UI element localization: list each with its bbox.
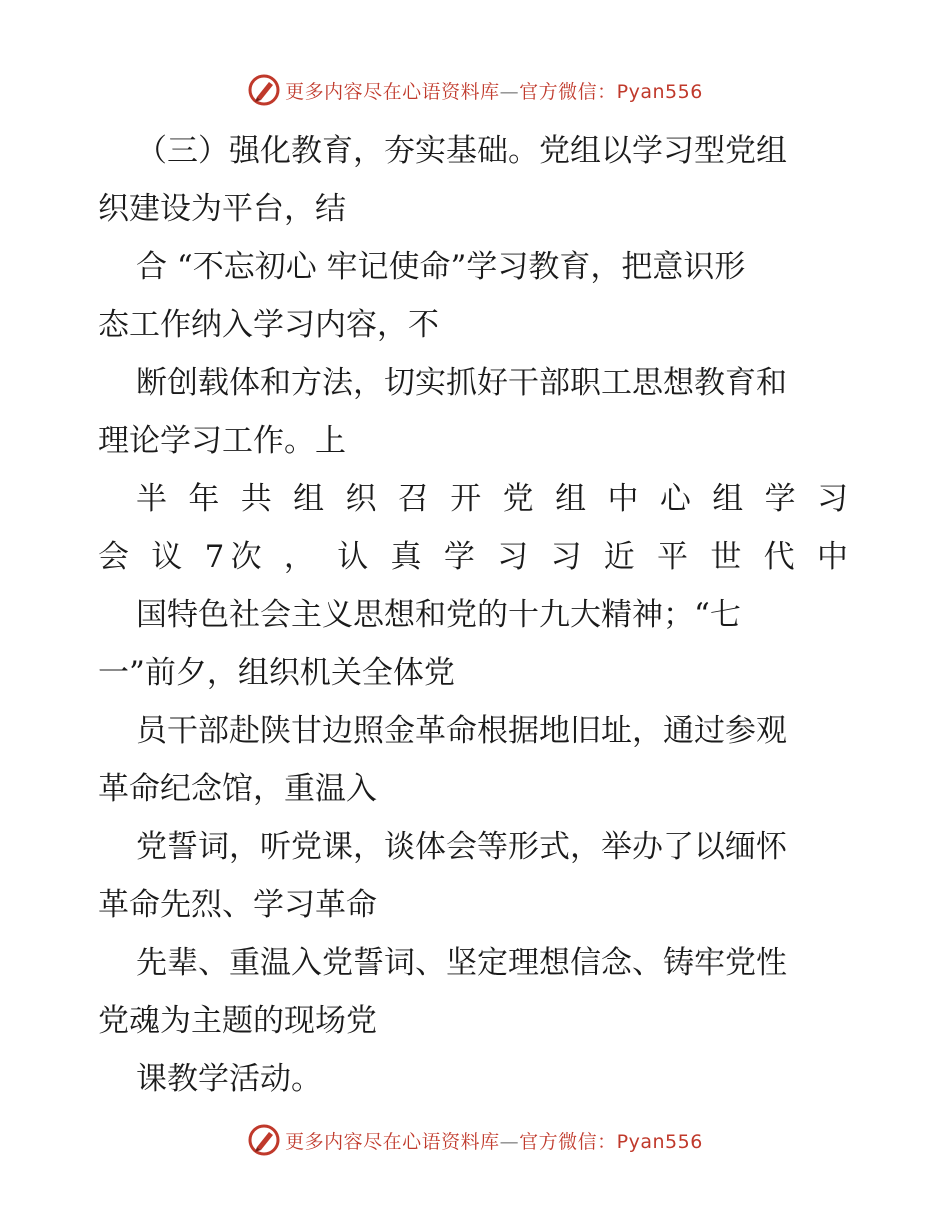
header-banner bbox=[0, 70, 950, 110]
banner-dash: — bbox=[499, 80, 520, 103]
pen-logo-icon bbox=[247, 1123, 281, 1157]
banner-contact: 官方微信：Pyan556 bbox=[519, 80, 703, 103]
text-line: 一”前夕，组织机关全体党 bbox=[98, 655, 455, 691]
banner-brand: 更多内容尽在心语资料库 bbox=[285, 1130, 500, 1153]
text-line: 合 “不忘初心 牢记使命”学习教育，把意识形 bbox=[136, 249, 746, 285]
text-line: （三）强化教育，夯实基础。党组以学习型党组 bbox=[136, 133, 787, 169]
text-line: 员干部赴陕甘边照金革命根据地旧址，通过参观 bbox=[136, 713, 787, 749]
banner-contact: 官方微信：Pyan556 bbox=[519, 1130, 703, 1153]
banner-dash: — bbox=[499, 1130, 520, 1153]
text-line: 革命纪念馆，重温入 bbox=[98, 771, 377, 807]
text-line: 课教学活动。 bbox=[136, 1061, 322, 1097]
text-line: 党誓词，听党课，谈体会等形式，举办了以缅怀 bbox=[136, 829, 787, 865]
text-line: 态工作纳入学习内容，不 bbox=[98, 307, 439, 343]
footer-banner bbox=[0, 1120, 950, 1160]
text-line: 织建设为平台，结 bbox=[98, 191, 346, 227]
text-line: 先辈、重温入党誓词、坚定理想信念、铸牢党性 bbox=[136, 945, 787, 981]
text-line: 党魂为主题的现场党 bbox=[98, 1003, 377, 1039]
pen-logo-icon bbox=[247, 73, 281, 107]
text-line: 革命先烈、学习革命 bbox=[98, 887, 377, 923]
text-line: 理论学习工作。上 bbox=[98, 423, 346, 459]
banner-brand: 更多内容尽在心语资料库 bbox=[285, 80, 500, 103]
document-body bbox=[98, 122, 858, 1108]
text-line: 断创载体和方法，切实抓好干部职工思想教育和 bbox=[136, 365, 787, 401]
text-line: 半 年 共 组 织 召 开 党 组 中 心 组 学 习 bbox=[136, 481, 848, 517]
text-line: 国特色社会主义思想和党的十九大精神；“七 bbox=[136, 597, 741, 633]
text-line: 会 议 7次 ， 认 真 学 习 习 近 平 世 代 中 bbox=[98, 539, 848, 575]
